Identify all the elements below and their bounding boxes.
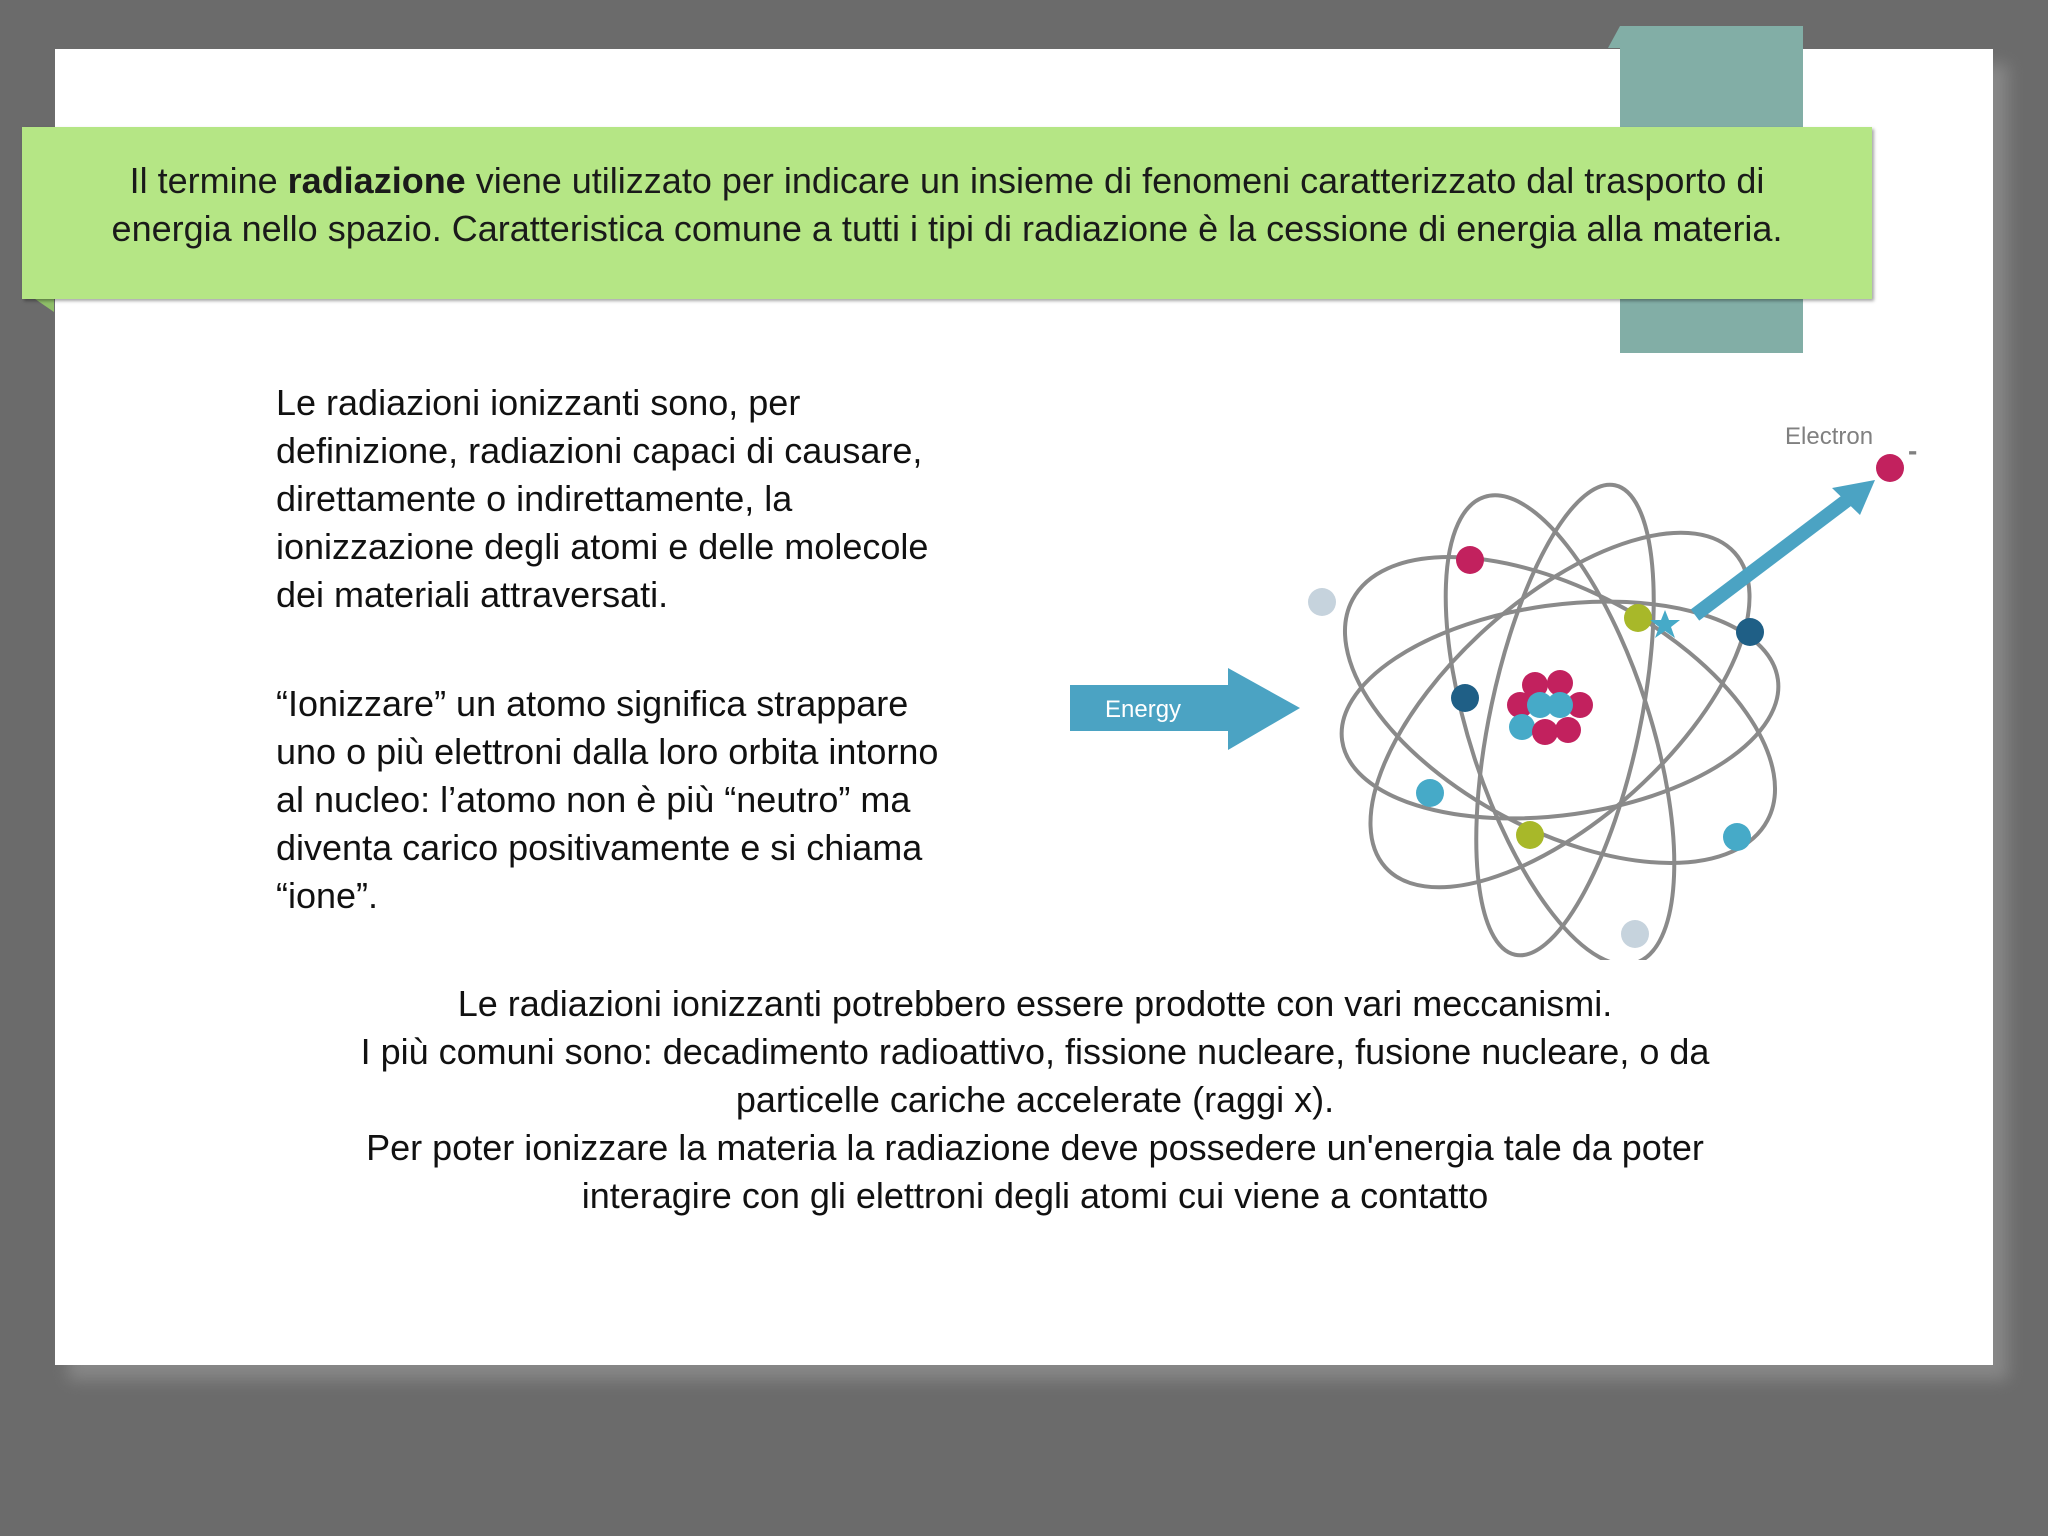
electron: [1621, 920, 1649, 948]
definition-banner: [22, 127, 1872, 299]
nucleus: [1507, 670, 1593, 745]
ionize-explanation-paragraph: “Ionizzare” un atomo significa strappare uno o più elettroni dalla loro orbita intorno al nucleo: l’atomo non è più “neutro” ma diventa carico positivamente e si chiama “ione”.: [276, 683, 939, 916]
electron-label: Electron: [1785, 423, 1874, 450]
banner-rest: viene utilizzato per indicare un insieme di fenomeni caratterizzato dal trasporto di energia nello spazio. Caratteristica comune a tutti i tipi di radiazione è la cessione di energia alla materia.: [111, 160, 1783, 249]
ejected-electron: [1876, 454, 1904, 482]
energy-label: Energy: [1105, 696, 1182, 723]
negative-charge-sign: -: [1908, 435, 1918, 466]
electron: [1624, 604, 1652, 632]
electron: [1516, 821, 1544, 849]
electron-ejection-arrow: [1695, 480, 1875, 615]
electron: [1416, 779, 1444, 807]
energy-arrow: [1070, 668, 1300, 750]
electron: [1308, 588, 1336, 616]
banner-keyword: radiazione: [287, 160, 466, 201]
banner-prefix: Il termine: [129, 160, 288, 201]
electron: [1736, 618, 1764, 646]
electron: [1723, 823, 1751, 851]
ionizing-definition-paragraph: Le radiazioni ionizzanti sono, per definizione, radiazioni capaci di causare, direttamente o indirettamente, la ionizzazione degli atomi e delle molecole dei materiali attraversati.: [276, 382, 929, 615]
atom-ionization-diagram: [1060, 400, 1940, 960]
teal-accent-notch: [1608, 26, 1620, 48]
electron: [1456, 546, 1484, 574]
electron: [1451, 684, 1479, 712]
mechanisms-paragraph: Le radiazioni ionizzanti potrebbero essere prodotte con vari meccanismi. I più comuni sono: decadimento radioattivo, fissione nucleare, fusione nucleare, o da particelle cariche accelerate (raggi x). Per poter ionizzare la materia la radiazione deve possedere un'energia tale da poter interagire con gli elettroni degli atomi cui viene a contatto: [360, 983, 1710, 1216]
